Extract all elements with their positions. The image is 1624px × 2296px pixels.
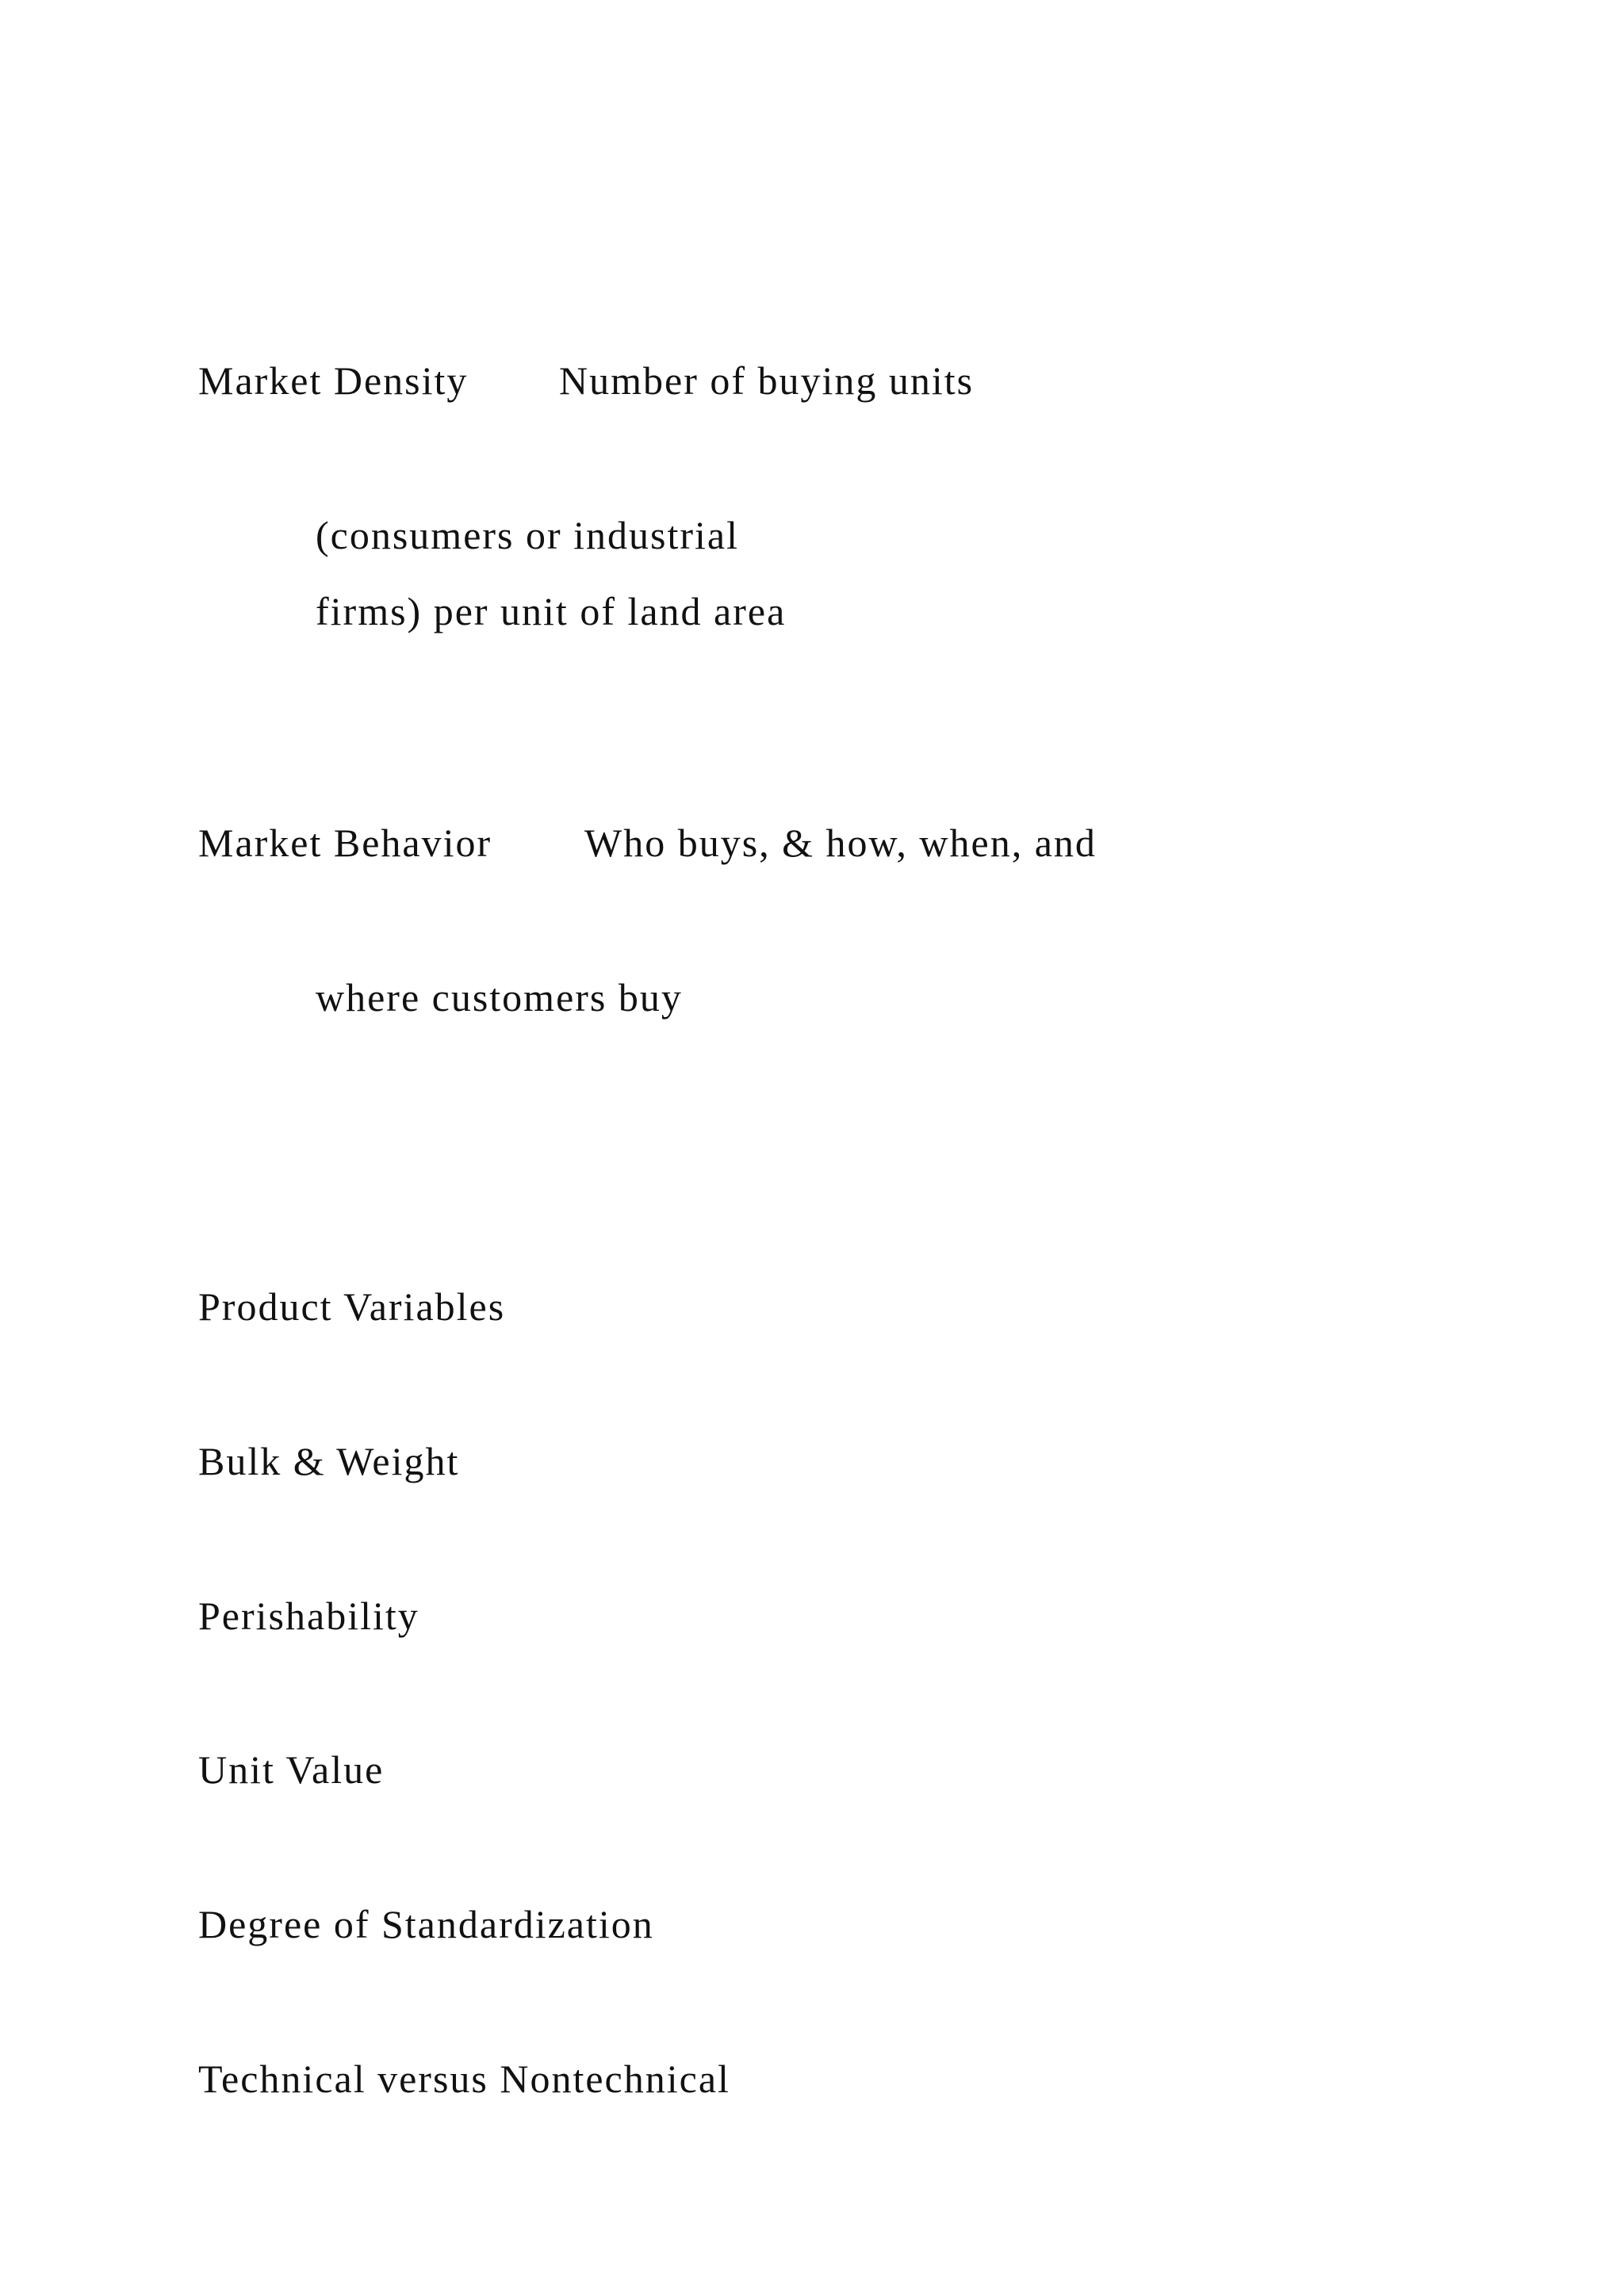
product-variable-item: Unit Value [198, 1747, 385, 1792]
product-variable-item: Bulk & Weight [198, 1439, 460, 1483]
product-variable-item: Degree of Standardization [198, 1902, 654, 1946]
product-variables-heading: Product Variables [198, 1284, 506, 1329]
market-density-term: Market Density [198, 358, 469, 403]
market-density-continuation-line: (consumers or industrial [316, 513, 740, 557]
market-density-continuation-line: firms) per unit of land area [316, 589, 787, 633]
product-variable-item: Technical versus Nontechnical [198, 2057, 730, 2101]
market-behavior-term: Market Behavior [198, 821, 492, 865]
product-variable-item: Perishability [198, 1594, 419, 1638]
market-behavior-continuation-line: where customers buy [316, 975, 683, 1020]
market-density-definition: Number of buying units [559, 358, 975, 403]
market-behavior-definition: Who buys, & how, when, and [584, 821, 1097, 865]
